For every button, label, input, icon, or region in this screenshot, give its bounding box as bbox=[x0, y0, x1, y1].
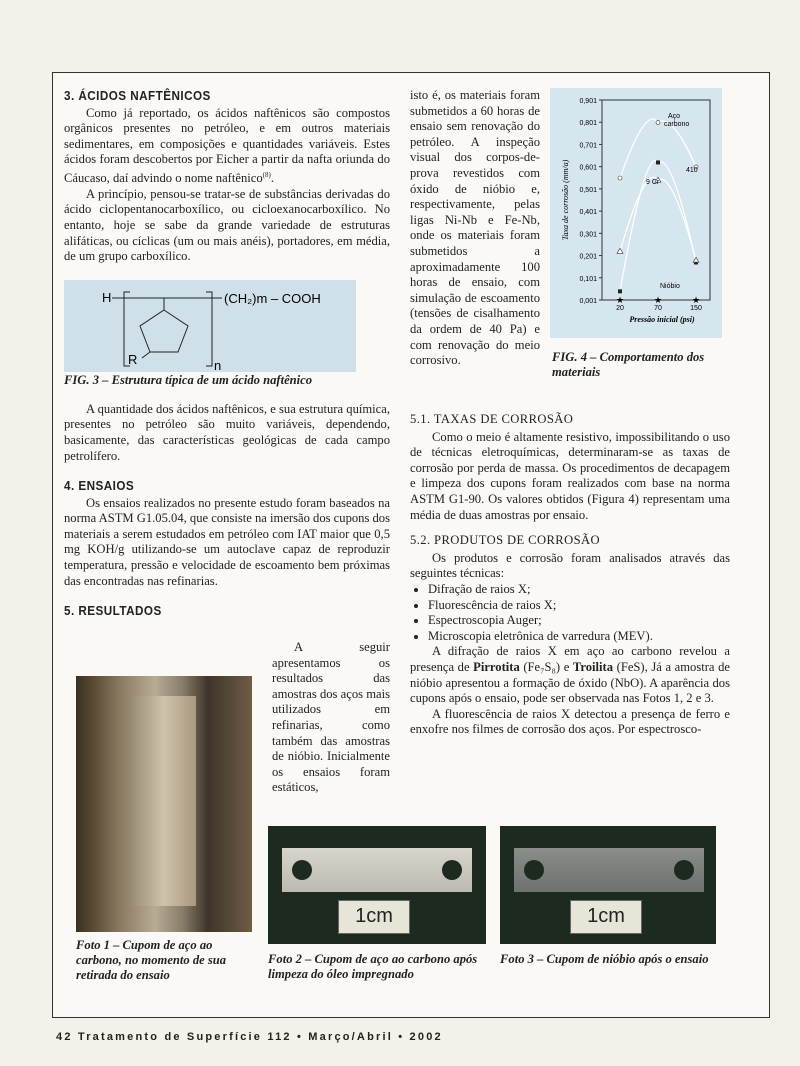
data-point: ★ bbox=[691, 295, 701, 305]
coupon-strip bbox=[514, 848, 704, 892]
series-line bbox=[620, 177, 696, 260]
fig3-structure bbox=[64, 280, 356, 372]
section-52-heading: 5.2. PRODUTOS DE CORROSÃO bbox=[410, 533, 600, 548]
r-label: R bbox=[128, 352, 138, 367]
y-tick-label: 0,701 bbox=[579, 142, 597, 150]
corrosion-chart bbox=[550, 88, 722, 338]
coupon-hole bbox=[292, 860, 312, 880]
n-label: n bbox=[214, 358, 222, 372]
naphthenic-acid-diagram bbox=[64, 280, 356, 372]
coupon-shape bbox=[132, 696, 196, 906]
section-5-heading: 5. RESULTADOS bbox=[64, 603, 162, 619]
photo-3-caption: Foto 3 – Cupom de nióbio após o ensaio bbox=[500, 952, 709, 966]
y-tick-label: 0,401 bbox=[579, 209, 597, 217]
data-point bbox=[618, 176, 622, 180]
page-footer: 42 Tratamento de Superfície 112 • Março/Abril • 2002 bbox=[56, 1031, 443, 1043]
x-tick-label: 150 bbox=[690, 305, 702, 312]
y-tick-label: 0,801 bbox=[579, 120, 597, 128]
x-axis-label: Pressão inicial (psi) bbox=[629, 315, 695, 324]
photo-1-caption: Foto 1 – Cupom de aço ao carbono, no momento de sua retirada do ensaio bbox=[76, 938, 227, 982]
technique-item: • Microscopia eletrônica de varredura (MEV). bbox=[428, 629, 730, 645]
legend-9cr: 9 Cr bbox=[646, 179, 660, 186]
fig3-caption: FIG. 3 – Estrutura típica de um ácido naftênico bbox=[64, 372, 313, 387]
section-52-paragraph-3: A fluorescência de raios X detectou a presença de ferro e enxofre nos filmes de corrosão dos aços. Por espectrosco- bbox=[410, 706, 730, 737]
data-point bbox=[617, 248, 623, 253]
section-4-paragraph: Os ensaios realizados no presente estudo foram baseados na norma ASTM G1.05.04, que consiste na imersão dos cupons dos materiais a serem estudados em petróleo com IAT maior que 0,5 mg KOH/g utilizando-se um autoclave capaz de reproduzir temperatura, pressão e velocidade de escoamento bem próximas das encontradas nas refinarias. bbox=[64, 495, 391, 588]
y-tick-label: 0,101 bbox=[579, 275, 597, 283]
technique-list bbox=[410, 582, 730, 644]
section-51-heading: 5.1. TAXAS DE CORROSÃO bbox=[410, 412, 574, 426]
scale-marker: 1cm bbox=[338, 900, 410, 934]
photo-1-coupon-removal bbox=[76, 676, 252, 932]
y-tick-label: 0,301 bbox=[579, 231, 597, 239]
section-3-paragraph-3: A quantidade dos ácidos naftênicos, e sua estrutura química, presentes no petróleo são muito variáveis, dependendo, basicamente, das características geológicas de cada campo petrolífero. bbox=[64, 401, 390, 463]
middle-column bbox=[410, 88, 540, 369]
section-52-paragraph-2: A difração de raios X em aço ao carbono revelou a presença de Pirrotita (Fe₇S₈) e Troilita (FeS), Já a amostra de nióbio apresentou a formação de óxido (NbO). A aparência dos cupons após o ensaio, pode ser observada nas Fotos 1, 2 e 3. bbox=[410, 644, 730, 706]
scale-marker: 1cm bbox=[570, 900, 642, 934]
chain-label: (CH₂)m – COOH bbox=[224, 291, 321, 306]
coupon-strip bbox=[282, 848, 472, 892]
section-52-paragraph-1: Os produtos e corrosão foram analisados através das seguintes técnicas: bbox=[410, 550, 730, 581]
section-3-paragraph-1: Como já reportado, os ácidos naftênicos são compostos orgânicos presentes no petróleo, e em outros materiais sedimentares, em composições e quantidades variáveis. Estes ácidos foram descobertos por Eicher a partir da nafta oriunda do Cáucaso, daí advindo o nome naftênico$^{(8)}$. bbox=[64, 105, 390, 186]
section-51-paragraph: Como o meio é altamente resistivo, impossibilitando o uso de técnicas eletroquímicas, determinaram-se as taxas de corrosão por perda de massa. Os procedimentos de decapagem e limpeza dos cupons foram realizados com base na norma ASTM G1-90. Os valores obtidos (Figura 4) representam uma média de duas amostras por ensaio. bbox=[410, 429, 730, 522]
data-point bbox=[656, 120, 660, 124]
data-point bbox=[693, 257, 699, 262]
fig4-chart bbox=[550, 88, 722, 338]
results-paragraph: A seguir apresentamos os resultados das amostras dos aços mais utilizados em refinarias, como também das amostras de nióbio. Inicialmente os ensaios foram estáticos, bbox=[272, 640, 390, 795]
section-3-paragraph-2: A princípio, pensou-se tratar-se de substâncias derivadas do ácido ciclopentanocarboxílico, ou cicloexanocarboxílico. No entanto, hoje se sabe da grande variedade de estruturas alifáticas, ou cíclicas (um ou mais anéis), portadores, em média, de um grupo carboxílico. bbox=[64, 186, 390, 264]
data-point: ★ bbox=[653, 295, 663, 305]
results-text bbox=[272, 640, 390, 796]
section-4-heading: 4. ENSAIOS bbox=[64, 478, 135, 494]
data-point bbox=[618, 289, 622, 293]
legend-aco: Aço bbox=[668, 113, 681, 120]
y-tick-label: 0,001 bbox=[579, 298, 597, 305]
y-tick-label: 0,601 bbox=[579, 164, 597, 172]
technique-item: • Espectroscopia Auger; bbox=[428, 613, 730, 629]
x-tick-label: 20 bbox=[616, 305, 624, 312]
legend-niobio: Nióbio bbox=[660, 283, 680, 290]
coupon-hole bbox=[442, 860, 462, 880]
photo-3-niobium bbox=[500, 826, 716, 944]
coupon-hole bbox=[674, 860, 694, 880]
technique-item: • Difração de raios X; bbox=[428, 582, 730, 598]
right-column bbox=[410, 412, 730, 738]
x-tick-label: 70 bbox=[654, 305, 662, 312]
data-point: ★ bbox=[615, 295, 625, 305]
h-label: H bbox=[102, 290, 112, 305]
legend-410: 410 bbox=[686, 167, 698, 174]
section-3-heading: 3. ÁCIDOS NAFTÊNICOS bbox=[64, 88, 211, 103]
data-point bbox=[656, 160, 660, 164]
legend-carbono: carbono bbox=[664, 121, 690, 128]
fig4-caption: FIG. 4 – Comportamento dos materiais bbox=[552, 350, 705, 379]
y-tick-label: 0,901 bbox=[579, 98, 597, 105]
plot-frame bbox=[602, 100, 710, 300]
coupon-hole bbox=[524, 860, 544, 880]
photo-2-carbon-steel bbox=[268, 826, 486, 944]
mid-paragraph: isto é, os materiais foram submetidos a 60 horas de ensaio sem renovação do petróleo. A inspeção visual dos corpos-de-prova revestidos com óxido de nióbio e, respectivamente, pelas ligas Ni-Nb e Fe-Nb, onde os materiais foram submetidos a aproximadamente 100 horas de ensaio, com simulação de escoamento (tensões de cisalhamento da ordem de 40 Pa) e com renovação do meio corrosivo. bbox=[410, 88, 540, 368]
ref-8: (8) bbox=[262, 170, 271, 179]
y-tick-label: 0,501 bbox=[579, 186, 597, 194]
photo-2-caption: Foto 2 – Cupom de aço ao carbono após limpeza do óleo impregnado bbox=[268, 952, 478, 981]
y-tick-label: 0,201 bbox=[579, 253, 597, 261]
y-axis-label: Taxa de corrosão (mm/a) bbox=[561, 159, 570, 241]
technique-item: • Fluorescência de raios X; bbox=[428, 598, 730, 614]
